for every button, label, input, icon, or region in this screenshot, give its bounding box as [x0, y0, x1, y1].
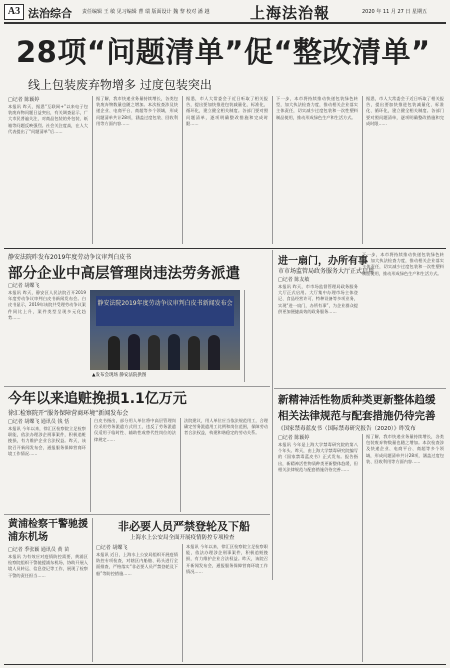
section-divider: [4, 248, 446, 249]
story2-photo: [90, 290, 240, 370]
page-header: [0, 0, 450, 24]
photo-caption: ▲发布会现场 静安法院供图: [92, 373, 147, 378]
col-divider: [182, 544, 183, 662]
story4-body-col2: 白皮书指出，部分用人单位将中高层管理岗位采用劳务派遣方式用工，违反了劳务派遣仅适用于临时性、辅助性或替代性岗位的法律规定……: [94, 418, 176, 442]
story4-byline: □记者 胡蝶飞 通讯员 钱 恬: [8, 419, 70, 425]
section-divider: [274, 388, 446, 389]
header-rule: [4, 22, 446, 24]
story4-subhead: 徐汇检察院开“服务保障营商环境”新闻发布会: [8, 410, 129, 417]
story7-byline: □记者 胡蝶飞: [96, 545, 128, 551]
masthead-logo: 上海法治報: [250, 4, 331, 22]
story7-subhead: 上海水上公安局全面开展疫情防控专项检查: [130, 535, 235, 541]
story3-body: 本报讯 昨天，市市场监督管理局政务服务大厅正式启用。大厅集中办理市场主体登记、食品经营许可、特种设备等多项业务，实现“进一扇门，办所有事”，为企业群众提供更加便捷高效的政务服务……: [278, 284, 358, 314]
story2-body-left: 本报讯 昨天，静安区人民法院召开2019年度劳动争议审判白皮书新闻发布会。白皮书显示，2019年该院共受理劳动争议案件同比上升，案件类型呈现多元化趋势……: [8, 290, 86, 320]
photo-people: [100, 330, 230, 370]
story3-headline: 进一扇门，办所有事: [278, 256, 368, 267]
section-name: 法治综合: [28, 7, 72, 20]
lead-body-col3: 据悉，市人大常委会于近日听取了相关报告，提出要加快推进包装减量化、标准化、循环化，建立健全相关制度。各部门要对照问题清单，逐项明确整改措施和完成时限……: [186, 96, 268, 126]
story5-subhead: 相关法律规范与配套措施仍待完善: [278, 410, 436, 422]
date-line: 2020 年 11 月 27 日 星期五: [362, 9, 427, 15]
section-divider: [4, 514, 270, 515]
story3-byline: □记者 陈友敏: [278, 277, 310, 283]
col-divider: [272, 96, 273, 244]
lead-body-col2: 据了解，我市快递业务量持续增长，各类包装废弃物数量也随之增加。本次检查涉及快递企业、电商平台、商超等多个领域，形成问题清单共计28项，涵盖过度包装、回收利用等方面内容……: [96, 96, 178, 126]
page-bottom-rule: [4, 664, 446, 665]
story5-kicker: 《国家禁毒蓝皮书（国际禁毒研究报告（2020）》昨发布: [278, 426, 416, 432]
lead-byline: □记者 陈颖婷: [8, 97, 40, 103]
story2-headline: 部分企业中高层管理岗违法劳务派遣: [8, 266, 240, 282]
story5-body-col2: 据了解，我市快递业务量持续增长，各类包装废弃物数量也随之增加。本次检查涉及快递企业、电商平台、商超等多个领域，形成问题清单共计28项，涵盖过度包装、回收利用等方面内容……: [366, 434, 444, 464]
story3-body-cont: 下一步，本市将持续推动快递包装绿色转型，加大执法检查力度，推动相关企业落实主体责任，切实减少过度包装和一次性塑料制品使用，推动形成绿色生产和生活方式。: [362, 252, 444, 276]
col-divider: [244, 290, 245, 382]
editor-line: 责任编辑 王 敏 见习编辑 曹 瑞 版面设计 魏 黎 校对 潘 越: [82, 9, 210, 15]
story6-headline: 黄浦检察干警驰援浦东机场: [8, 519, 88, 543]
col-divider: [272, 250, 273, 580]
story4-body: 本报讯 今年以来，徐汇区检察院立足检察职能，依法办理涉企刑事案件，积极追赃挽损，有力维护企业合法权益。昨天，该院召开新闻发布会，通报服务保障营商环境工作情况……: [8, 426, 86, 456]
col-divider: [92, 518, 93, 662]
lead-subhead: 线上包装废弃物增多 过度包装突出: [28, 78, 212, 92]
col-divider: [362, 96, 363, 244]
col-divider: [90, 418, 91, 512]
col-divider: [180, 418, 181, 512]
story2-byline: □记者 胡蝶飞: [8, 283, 40, 289]
lead-body-col4: 下一步，本市将持续推动快递包装绿色转型，加大执法检查力度，推动相关企业落实主体责任，切实减少过度包装和一次性塑料制品使用，推动形成绿色生产和生活方式。: [276, 96, 358, 120]
photo-banner: 静安法院2019年度劳动争议审判白皮书新闻发布会: [96, 296, 234, 326]
story6-byline: □记者 季张颖 通讯员 黄 苗: [8, 547, 70, 553]
story5-headline: 新精神活性物质种类更新整体趋缓: [278, 394, 436, 406]
story7-body-col2: 本报讯 今年以来，徐汇区检察院立足检察职能，依法办理涉企刑事案件，积极追赃挽损，有力维护企业合法权益。昨天，该院召开新闻发布会，通报服务保障营商环境工作情况……: [186, 544, 268, 574]
section-badge: A3: [4, 4, 24, 20]
lead-headline: 28项“问题清单”促“整改清单”: [16, 35, 431, 69]
story7-headline: 非必要人员严禁登轮及下船: [118, 520, 250, 533]
story7-body: 本报讯 近日，上海水上公安局组织开展疫情防控专项检查，对辖区内船舶、码头进行全面排查，严格落实“非必要人员严禁登轮及下船”等防控措施……: [96, 552, 178, 576]
story4-headline: 今年以来追赃挽损1.1亿万元: [8, 391, 187, 407]
story5-byline: □记者 陈颖婷: [278, 435, 310, 441]
lead-body-col1: 本报讯 昨天，据悉“互联网+”以来电子包装废弃物问题日益突出，有关调查显示，广大市民普遍关注，对商品包装的外包装、纸箱等问题反映强烈。社会关注度高，在人大代表提出了“问题清单”后……: [8, 104, 88, 134]
story6-body: 本报讯 为有效应对疫情防控需要，黄浦区检察院组织干警驰援浦东机场，协助开展入境人员转运、信息登记等工作，展现了检察干警的责任担当……: [8, 554, 88, 578]
col-divider: [92, 96, 93, 244]
lead-body-col5: 据悉，市人大常委会于近日听取了相关报告，提出要加快推进包装减量化、标准化、循环化，建立健全相关制度。各部门要对照问题清单，逐项明确整改措施和完成时限……: [366, 96, 444, 126]
story3-subhead: 市市场监管局政务服务大厅正式启用: [278, 268, 375, 275]
col-divider: [182, 96, 183, 244]
story5-body: 本报讯 今年是上海大学禁毒研究院的第八个年头。昨天，由上海大学禁毒研究院编写的《国家禁毒蓝皮书》正式发布。报告指出，新精神活性物质种类更新整体趋缓，但相关法律规范与配套措施仍待完善……: [278, 442, 358, 472]
col-divider: [362, 434, 363, 662]
section-divider: [4, 386, 270, 387]
story2-kicker: 静安法院昨发布2019年度劳动争议审判白皮书: [8, 254, 132, 261]
story4-body-col3: 法院建议，用人单位应当依法规范用工，合理确定劳务派遣用工比例和岗位范围，保障劳动者合法权益，构建和谐稳定的劳动关系。: [184, 418, 268, 436]
